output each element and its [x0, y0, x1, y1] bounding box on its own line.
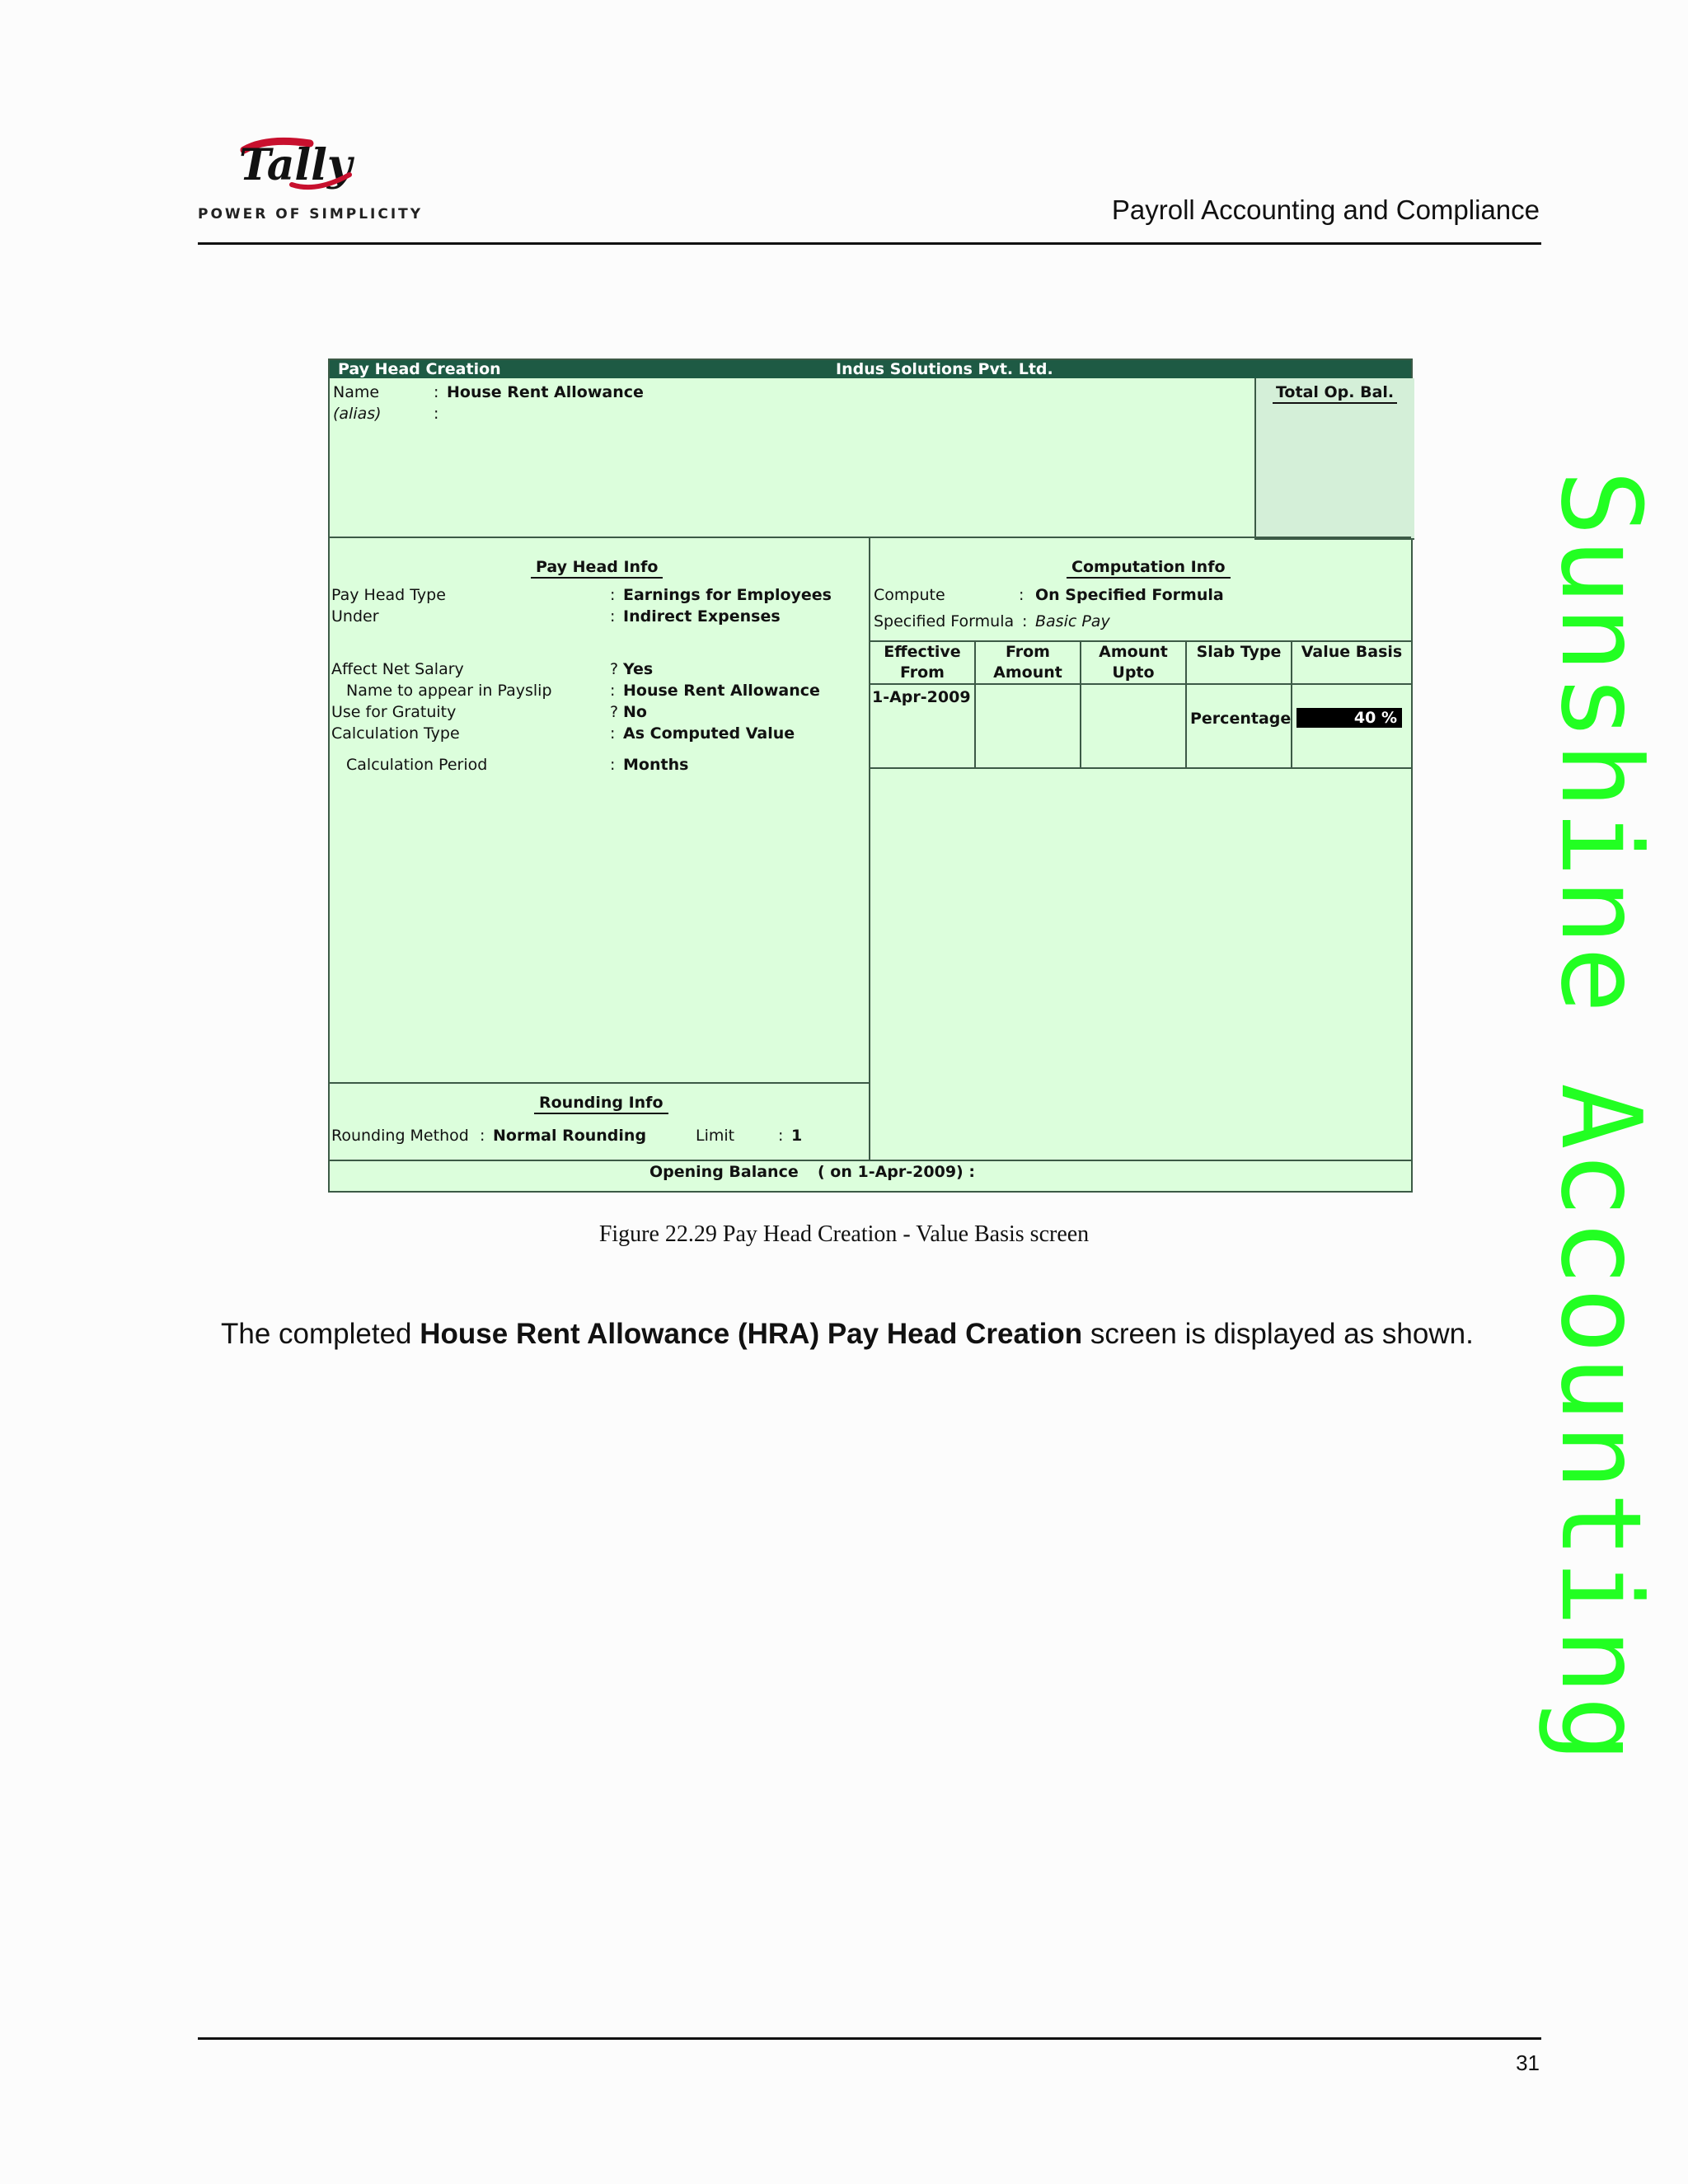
col-amount-upto-line1: Amount: [1099, 643, 1168, 661]
divider: [330, 1082, 870, 1084]
col-from-amount-line2: Amount: [993, 663, 1062, 682]
slab-type-cell[interactable]: Percentage: [1190, 710, 1292, 728]
calculation-type-label: Calculation Type: [331, 724, 460, 743]
divider: [869, 683, 1411, 685]
screen-title: Pay Head Creation: [338, 360, 501, 378]
under-field[interactable]: Indirect Expenses: [623, 607, 781, 626]
col-amount-upto: [1081, 642, 1185, 683]
col-value-basis-line1: Value Basis: [1301, 643, 1403, 661]
calculation-type-field[interactable]: As Computed Value: [623, 724, 795, 743]
limit-field[interactable]: 1: [791, 1127, 803, 1145]
col-slab-type: [1187, 642, 1291, 663]
calculation-period-field[interactable]: Months: [623, 756, 689, 774]
figure-caption: Figure 22.29 Pay Head Creation - Value Basis screen: [598, 1221, 1090, 1247]
limit-label: Limit: [696, 1127, 735, 1145]
col-effective-from-line1: Effective: [884, 643, 961, 661]
col-from-amount-line1: From: [1006, 643, 1050, 661]
specified-formula-field[interactable]: Basic Pay: [1035, 612, 1110, 630]
rounding-method-label: Rounding Method: [331, 1127, 469, 1145]
tally-logo-icon: [234, 132, 358, 198]
alias-colon: :: [434, 405, 439, 423]
computation-info-title: Computation Info: [1067, 558, 1231, 579]
limit-colon: :: [778, 1127, 784, 1145]
calculation-period-sep: :: [610, 756, 616, 774]
body-text-part2: screen is displayed as shown.: [1082, 1318, 1474, 1350]
payslip-name-label: Name to appear in Payslip: [346, 682, 552, 700]
screen-title-bar: [330, 360, 1411, 378]
name-field[interactable]: House Rent Allowance: [447, 383, 644, 401]
effective-from-cell[interactable]: 1-Apr-2009: [872, 688, 971, 706]
rounding-method-field[interactable]: Normal Rounding: [493, 1127, 647, 1145]
use-for-gratuity-field[interactable]: No: [623, 703, 647, 721]
col-from-amount: [976, 642, 1080, 683]
divider: [330, 537, 1411, 538]
body-paragraph: [221, 1317, 1522, 1351]
payslip-name-field[interactable]: House Rent Allowance: [623, 682, 820, 700]
divider: [869, 767, 1411, 769]
use-for-gratuity-label: Use for Gratuity: [331, 703, 457, 721]
name-label: Name: [333, 383, 380, 401]
pay-head-type-sep: :: [610, 586, 616, 604]
under-sep: :: [610, 607, 616, 626]
pay-head-info-title: Pay Head Info: [531, 558, 663, 579]
col-effective-from: [870, 642, 974, 683]
affect-net-salary-label: Affect Net Salary: [331, 660, 464, 678]
calculation-type-sep: :: [610, 724, 616, 743]
pay-head-creation-screen: [328, 359, 1413, 1193]
compute-field[interactable]: On Specified Formula: [1035, 586, 1224, 604]
body-text-part1: The completed: [221, 1318, 420, 1350]
footer-rule: [198, 2037, 1541, 2040]
page-number: 31: [1516, 2050, 1540, 2075]
under-label: Under: [331, 607, 379, 626]
use-for-gratuity-sep: ?: [610, 703, 619, 721]
name-colon: :: [434, 383, 439, 401]
specified-formula-label: Specified Formula: [874, 612, 1015, 630]
total-op-bal-label: Total Op. Bal.: [1273, 383, 1397, 404]
value-basis-input[interactable]: 40 %: [1296, 708, 1402, 728]
rounding-info-title: Rounding Info: [534, 1094, 668, 1114]
calculation-period-label: Calculation Period: [346, 756, 488, 774]
col-slab-type-line1: Slab Type: [1196, 643, 1282, 661]
divider: [869, 537, 870, 1161]
specified-formula-colon: :: [1022, 612, 1028, 630]
running-head: Payroll Accounting and Compliance: [1111, 194, 1540, 225]
alias-label: (alias): [333, 405, 382, 423]
payslip-name-sep: :: [610, 682, 616, 700]
opening-balance-label: Opening Balance: [649, 1163, 799, 1181]
affect-net-salary-field[interactable]: Yes: [623, 660, 654, 678]
watermark: Sunshine Accounting: [1536, 470, 1665, 1765]
svg-text:Tally: Tally: [239, 140, 353, 190]
body-text-bold: House Rent Allowance (HRA) Pay Head Creation: [420, 1318, 1083, 1350]
compute-colon: :: [1019, 586, 1025, 604]
affect-net-salary-sep: ?: [610, 660, 619, 678]
opening-balance-date: ( on 1-Apr-2009) :: [818, 1163, 975, 1181]
col-value-basis: [1292, 642, 1411, 663]
rounding-method-colon: :: [480, 1127, 485, 1145]
divider: [330, 1160, 1411, 1161]
total-op-bal-panel: [1254, 378, 1414, 540]
compute-label: Compute: [874, 586, 945, 604]
col-amount-upto-line2: Upto: [1112, 663, 1155, 682]
col-effective-from-line2: From: [900, 663, 945, 682]
logo-tagline: POWER OF SIMPLICITY: [198, 206, 424, 223]
header-rule: [198, 242, 1541, 245]
company-name: Indus Solutions Pvt. Ltd.: [836, 360, 1053, 378]
pay-head-type-field[interactable]: Earnings for Employees: [623, 586, 832, 604]
pay-head-type-label: Pay Head Type: [331, 586, 446, 604]
